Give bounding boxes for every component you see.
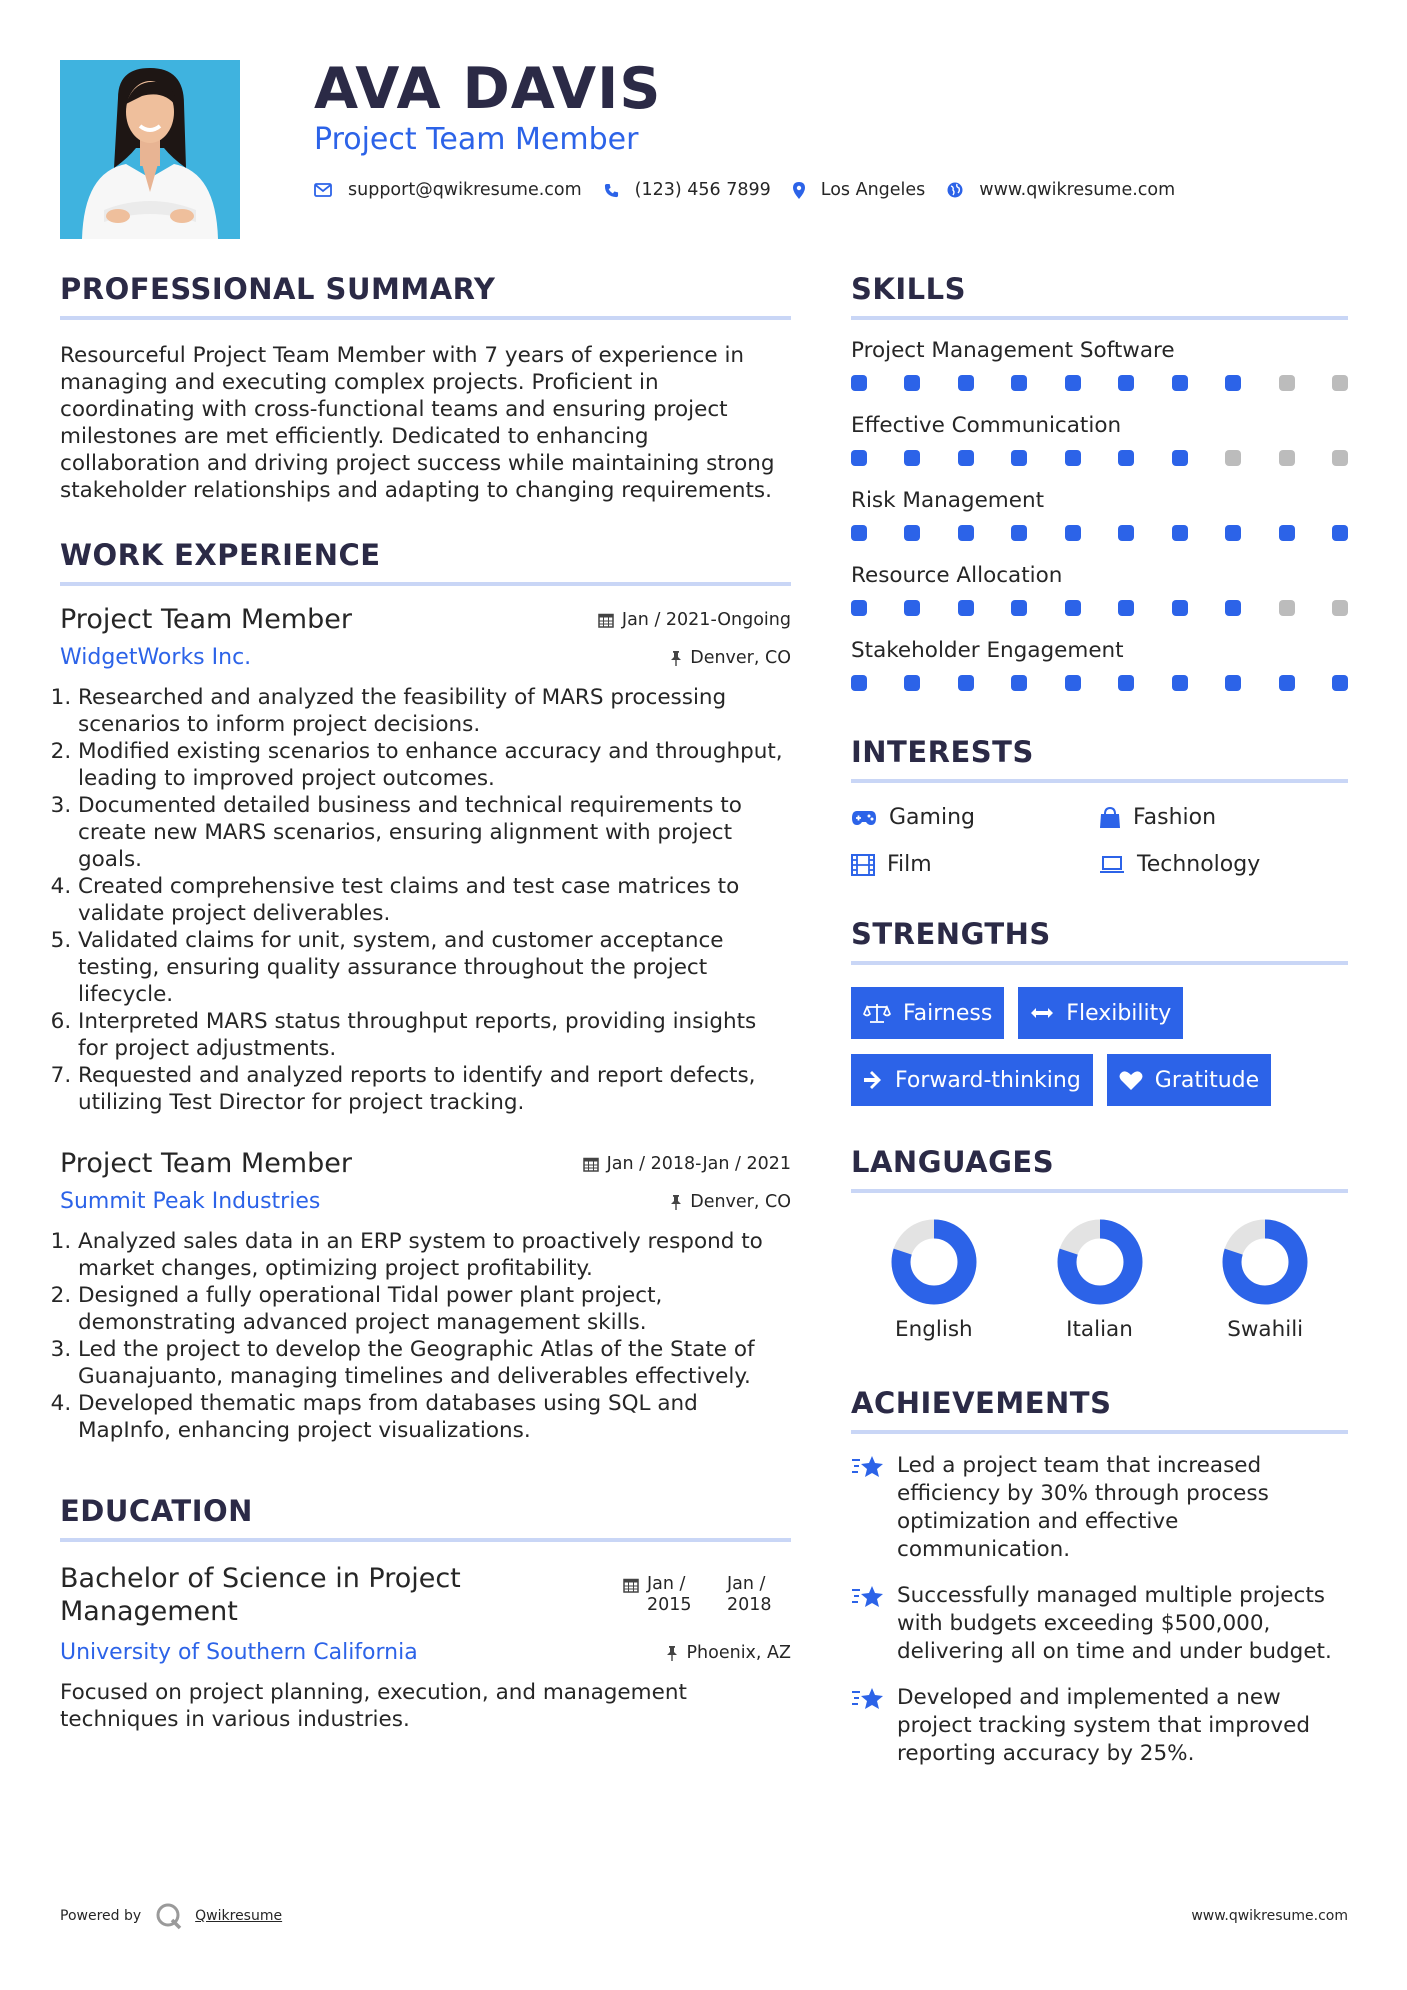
skill-dot-filled bbox=[1011, 675, 1027, 691]
skill-dot-filled bbox=[904, 375, 920, 391]
skill-dot-filled bbox=[1065, 450, 1081, 466]
skill-dot-filled bbox=[851, 600, 867, 616]
powered-by bbox=[60, 1902, 282, 1930]
duty-list bbox=[60, 684, 791, 1116]
duty-item: 3. Led the project to develop the Geographic Atlas of the State of Guanajuanto, managing timelines and deliverables effectively. bbox=[78, 1336, 791, 1390]
summary-section bbox=[60, 272, 791, 504]
skill-dot-filled bbox=[1225, 525, 1241, 541]
shooting-star-icon bbox=[851, 1686, 885, 1712]
interest-item: Fashion bbox=[1099, 805, 1347, 830]
email-text: support@qwikresume.com bbox=[348, 180, 582, 200]
experience-section bbox=[60, 538, 791, 1444]
skill-dot-empty bbox=[1279, 450, 1295, 466]
education-dates bbox=[623, 1574, 791, 1616]
pin-icon bbox=[670, 1194, 682, 1210]
footer-website[interactable]: www.qwikresume.com bbox=[1191, 1908, 1348, 1924]
skill-dot-filled bbox=[1118, 450, 1134, 466]
qwikresume-logo-icon bbox=[155, 1902, 183, 1930]
skill-dot-filled bbox=[1172, 600, 1188, 616]
school-location: Phoenix, AZ bbox=[666, 1643, 791, 1663]
skill-dot-filled bbox=[1011, 450, 1027, 466]
skill-dot-empty bbox=[1225, 450, 1241, 466]
contact-website[interactable] bbox=[947, 180, 1175, 200]
duty-item: 6. Interpreted MARS status throughput reports, providing insights for project adjustments. bbox=[78, 1008, 791, 1062]
strengths-heading: STRENGTHS bbox=[851, 917, 1348, 965]
shopping-bag-icon bbox=[1099, 807, 1121, 829]
skill-dot-filled bbox=[904, 450, 920, 466]
company-name: Summit Peak Industries bbox=[60, 1189, 321, 1214]
laptop-icon bbox=[1099, 856, 1125, 874]
gamepad-icon bbox=[851, 810, 877, 826]
calendar-icon bbox=[583, 1156, 599, 1172]
achievements-section bbox=[851, 1386, 1348, 1768]
skill-dot-filled bbox=[1172, 450, 1188, 466]
skill-rating bbox=[851, 450, 1348, 470]
skill-item bbox=[851, 413, 1348, 470]
skill-item bbox=[851, 488, 1348, 545]
skill-dot-filled bbox=[1011, 600, 1027, 616]
job-location: Denver, CO bbox=[670, 648, 791, 668]
skill-dot-empty bbox=[1279, 375, 1295, 391]
language-item bbox=[851, 1219, 1017, 1342]
skill-dot-filled bbox=[1225, 375, 1241, 391]
languages-section bbox=[851, 1145, 1348, 1342]
strengths-section bbox=[851, 917, 1348, 1121]
heart-icon bbox=[1119, 1070, 1143, 1091]
skills-section bbox=[851, 272, 1348, 695]
skill-rating bbox=[851, 600, 1348, 620]
skill-dot-filled bbox=[958, 675, 974, 691]
strength-badge: Fairness bbox=[851, 987, 1004, 1039]
powered-by-label: Powered by bbox=[60, 1908, 142, 1924]
summary-text: Resourceful Project Team Member with 7 years of experience in managing and executing complex projects. Proficient in coordinating with cross-functional teams and ensuring project milestones are met efficiently. Dedicated to enhancing collaboration and driving project success while maintaining strong stakeholder relationships and adapting to changing requirements. bbox=[60, 343, 775, 503]
achievement-item: Developed and implemented a new project tracking system that improved reporting accuracy by 25%. bbox=[851, 1684, 1348, 1768]
job-title: Project Team Member bbox=[60, 1148, 352, 1179]
skill-item bbox=[851, 563, 1348, 620]
shooting-star-icon bbox=[851, 1584, 885, 1610]
location-text: Los Angeles bbox=[820, 180, 926, 200]
skill-dot-filled bbox=[851, 450, 867, 466]
education-end: Jan / 2018 bbox=[727, 1574, 772, 1615]
skill-dot-filled bbox=[851, 375, 867, 391]
skill-dot-filled bbox=[1172, 525, 1188, 541]
languages-heading: LANGUAGES bbox=[851, 1145, 1348, 1193]
skill-dot-empty bbox=[1332, 450, 1348, 466]
interest-item: Film bbox=[851, 852, 1099, 877]
duty-item: 4. Developed thematic maps from databases using SQL and MapInfo, enhancing project visualizations. bbox=[78, 1390, 791, 1444]
skill-name: Effective Communication bbox=[851, 413, 1122, 438]
duty-item: 2. Modified existing scenarios to enhance accuracy and throughput, leading to improved project outcomes. bbox=[78, 738, 791, 792]
candidate-role: Project Team Member bbox=[314, 122, 639, 157]
pin-icon bbox=[670, 650, 682, 666]
strength-badge: Forward-thinking bbox=[851, 1054, 1093, 1106]
school-name: University of Southern California bbox=[60, 1640, 418, 1665]
brand-link[interactable]: Qwikresume bbox=[195, 1908, 283, 1924]
skill-name: Resource Allocation bbox=[851, 563, 1063, 588]
pin-icon bbox=[666, 1645, 678, 1661]
strength-badge: Flexibility bbox=[1018, 987, 1183, 1039]
skill-item bbox=[851, 338, 1348, 395]
skill-dot-filled bbox=[904, 525, 920, 541]
footer bbox=[60, 1902, 1348, 1930]
degree-title: Bachelor of Science in Project Management bbox=[60, 1563, 461, 1627]
skill-dot-filled bbox=[851, 525, 867, 541]
duty-item: 3. Documented detailed business and technical requirements to create new MARS scenarios, ensuring alignment with project goals. bbox=[78, 792, 791, 873]
skill-dot-filled bbox=[1332, 675, 1348, 691]
duty-item: 1. Researched and analyzed the feasibility of MARS processing scenarios to inform project decisions. bbox=[78, 684, 791, 738]
arrow-right-icon bbox=[863, 1071, 883, 1089]
skill-dot-filled bbox=[1011, 525, 1027, 541]
globe-icon bbox=[947, 182, 963, 198]
duty-item: 7. Requested and analyzed reports to identify and report defects, utilizing Test Director for project tracking. bbox=[78, 1062, 791, 1116]
language-proficiency-ring bbox=[1222, 1219, 1308, 1305]
skill-dot-filled bbox=[1172, 675, 1188, 691]
arrows-horizontal-icon bbox=[1030, 1006, 1054, 1020]
interests-section bbox=[851, 735, 1348, 877]
website-text: www.qwikresume.com bbox=[979, 180, 1176, 200]
company-name: WidgetWorks Inc. bbox=[60, 645, 252, 670]
skill-dot-filled bbox=[904, 600, 920, 616]
language-proficiency-ring bbox=[1057, 1219, 1143, 1305]
job-dates: Jan / 2021-Ongoing bbox=[598, 610, 791, 630]
skill-dot-filled bbox=[1118, 525, 1134, 541]
duty-item: 1. Analyzed sales data in an ERP system to proactively respond to market changes, optimizing project profitability. bbox=[78, 1228, 791, 1282]
skill-dot-filled bbox=[1065, 525, 1081, 541]
education-heading: EDUCATION bbox=[60, 1494, 791, 1542]
language-name: English bbox=[895, 1317, 973, 1342]
achievement-item: Led a project team that increased efficiency by 30% through process optimization and effective communication. bbox=[851, 1452, 1348, 1564]
experience-heading: WORK EXPERIENCE bbox=[60, 538, 791, 586]
contact-phone[interactable] bbox=[604, 180, 771, 200]
candidate-name: AVA DAVIS bbox=[314, 56, 662, 122]
skill-dot-filled bbox=[1011, 375, 1027, 391]
achievements-heading: ACHIEVEMENTS bbox=[851, 1386, 1348, 1434]
interest-item: Gaming bbox=[851, 805, 1099, 830]
job-dates: Jan / 2018-Jan / 2021 bbox=[583, 1154, 791, 1174]
language-name: Swahili bbox=[1227, 1317, 1304, 1342]
left-column bbox=[60, 272, 791, 1733]
skill-dot-empty bbox=[1279, 600, 1295, 616]
skill-name: Risk Management bbox=[851, 488, 1045, 513]
phone-text: (123) 456 7899 bbox=[634, 180, 771, 200]
skill-dot-filled bbox=[958, 525, 974, 541]
skills-heading: SKILLS bbox=[851, 272, 1348, 320]
skill-dot-filled bbox=[1225, 600, 1241, 616]
achievement-item: Successfully managed multiple projects with budgets exceeding $500,000, delivering all on time and under budget. bbox=[851, 1582, 1348, 1666]
skill-name: Stakeholder Engagement bbox=[851, 638, 1124, 663]
balance-scale-icon bbox=[863, 1002, 891, 1024]
skill-dot-filled bbox=[958, 375, 974, 391]
job-entry bbox=[60, 1148, 791, 1444]
skill-dot-empty bbox=[1332, 600, 1348, 616]
job-title: Project Team Member bbox=[60, 604, 352, 635]
calendar-icon bbox=[623, 1577, 639, 1593]
job-location: Denver, CO bbox=[670, 1192, 791, 1212]
interest-item: Technology bbox=[1099, 852, 1347, 877]
duty-item: 5. Validated claims for unit, system, and customer acceptance testing, ensuring quality assurance throughout the project lifecycle. bbox=[78, 927, 791, 1008]
language-proficiency-ring bbox=[891, 1219, 977, 1305]
skill-rating bbox=[851, 675, 1348, 695]
skill-name: Project Management Software bbox=[851, 338, 1175, 363]
profile-photo bbox=[60, 60, 240, 239]
skill-dot-filled bbox=[1332, 525, 1348, 541]
contact-location bbox=[793, 180, 926, 200]
phone-icon bbox=[604, 183, 619, 198]
skill-dot-filled bbox=[1225, 675, 1241, 691]
contact-email[interactable] bbox=[314, 180, 582, 200]
right-column bbox=[851, 272, 1348, 1768]
skill-dot-filled bbox=[1172, 375, 1188, 391]
skill-dot-filled bbox=[1118, 375, 1134, 391]
education-start: Jan / 2015 bbox=[647, 1574, 692, 1615]
skill-rating bbox=[851, 375, 1348, 395]
job-entry bbox=[60, 604, 791, 1116]
skill-dot-filled bbox=[1118, 600, 1134, 616]
strength-badge: Gratitude bbox=[1107, 1054, 1271, 1106]
language-item bbox=[1017, 1219, 1183, 1342]
education-description: Focused on project planning, execution, and management techniques in various industries. bbox=[60, 1680, 687, 1732]
skill-dot-filled bbox=[958, 450, 974, 466]
skill-item bbox=[851, 638, 1348, 695]
contact-bar bbox=[314, 180, 1197, 200]
duty-item: 4. Created comprehensive test claims and test case matrices to validate project deliverables. bbox=[78, 873, 791, 927]
skill-dot-filled bbox=[958, 600, 974, 616]
duty-list bbox=[60, 1228, 791, 1444]
skill-dot-filled bbox=[1065, 675, 1081, 691]
language-item bbox=[1182, 1219, 1348, 1342]
skill-rating bbox=[851, 525, 1348, 545]
duty-item: 2. Designed a fully operational Tidal power plant project, demonstrating advanced project management skills. bbox=[78, 1282, 791, 1336]
skill-dot-filled bbox=[1118, 675, 1134, 691]
map-marker-icon bbox=[793, 182, 805, 199]
skill-dot-empty bbox=[1332, 375, 1348, 391]
skill-dot-filled bbox=[851, 675, 867, 691]
skill-dot-filled bbox=[904, 675, 920, 691]
skill-dot-filled bbox=[1279, 675, 1295, 691]
envelope-icon bbox=[314, 183, 332, 197]
skill-dot-filled bbox=[1279, 525, 1295, 541]
summary-heading: PROFESSIONAL SUMMARY bbox=[60, 272, 791, 320]
skill-dot-filled bbox=[1065, 600, 1081, 616]
skill-dot-filled bbox=[1065, 375, 1081, 391]
language-name: Italian bbox=[1066, 1317, 1133, 1342]
education-section bbox=[60, 1494, 791, 1733]
calendar-icon bbox=[598, 612, 614, 628]
film-icon bbox=[851, 854, 875, 876]
shooting-star-icon bbox=[851, 1454, 885, 1480]
interests-heading: INTERESTS bbox=[851, 735, 1348, 783]
